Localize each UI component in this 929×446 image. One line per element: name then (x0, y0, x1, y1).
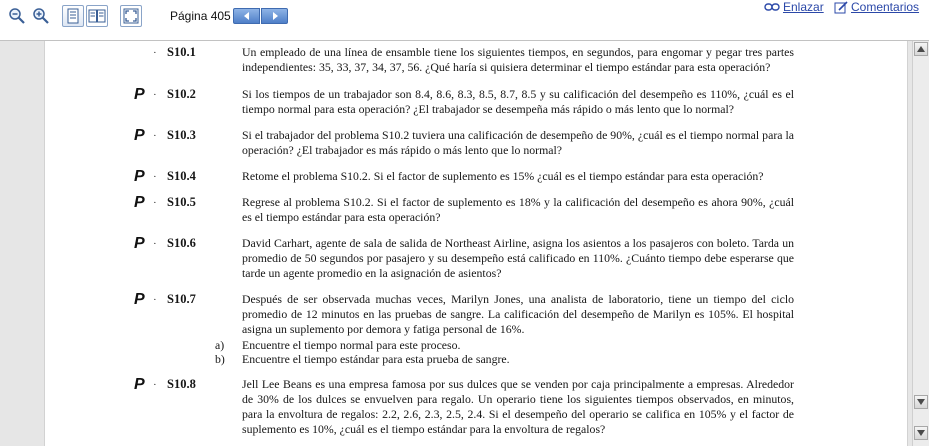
chevron-down-icon (917, 399, 925, 405)
comments-label: Comentarios (851, 0, 920, 14)
sub-item-label: b) (215, 352, 225, 366)
zoom-in-icon (32, 7, 50, 25)
bullet-dot: · (153, 294, 157, 306)
single-page-view-button[interactable] (62, 5, 84, 27)
book-page (44, 41, 908, 446)
problem-number: S10.5 (167, 195, 196, 209)
next-page-button[interactable] (261, 8, 288, 24)
viewer-toolbar (0, 0, 929, 40)
scroll-down-button-2[interactable] (914, 426, 928, 440)
scroll-down-button[interactable] (914, 395, 928, 409)
two-page-icon (88, 8, 106, 24)
bullet-dot: · (153, 238, 157, 250)
zoom-in-button[interactable] (30, 5, 52, 27)
zoom-out-button[interactable] (6, 5, 28, 27)
problem-text: Si el trabajador del problema S10.2 tuviera una calificación de desempeño de 90%, ¿cuál es el tiempo normal para la operación? ¿El trabajador es más rápido o más lento que lo normal? (242, 128, 794, 157)
problem-marker: P (134, 235, 145, 252)
bullet-dot: · (153, 379, 157, 391)
bullet-dot: · (153, 171, 157, 183)
arrow-right-icon (270, 11, 280, 21)
two-page-view-button[interactable] (86, 5, 108, 27)
problem-number: S10.4 (167, 169, 196, 183)
bullet-dot: · (153, 47, 157, 59)
chain-link-icon (764, 2, 780, 12)
chevron-down-icon (917, 430, 925, 436)
sub-item-label: a) (215, 338, 225, 352)
problem-marker: P (134, 291, 145, 308)
problem-marker: P (134, 376, 145, 393)
comments-button[interactable] (834, 0, 919, 14)
problem-number: S10.7 (167, 292, 196, 306)
sub-item-text: Encuentre el tiempo estándar para esta prueba de sangre. (242, 352, 510, 366)
problem-marker: P (134, 194, 145, 211)
link-button[interactable] (764, 0, 824, 14)
problem-text: Regrese al problema S10.2. Si el factor de suplemento es 18% y la calificación del desempeño es ahora 90%, ¿cuál es el tiempo estándar para esta operación? (242, 195, 794, 224)
problem-text: Después de ser observada muchas veces, Marilyn Jones, una analista de laboratorio, tiene un tiempo del ciclo promedio de 12 minutos en las pruebas de sangre. La calificación del desempeño de Marilyn es 105%. El hospital asigna un suplemento por demora y fatiga personal de 16%. (242, 292, 794, 336)
problem-number: S10.6 (167, 236, 196, 250)
chevron-up-icon (917, 46, 925, 52)
problem-number: S10.8 (167, 377, 196, 391)
problem-text: Un empleado de una línea de ensamble tiene los siguientes tiempos, en segundos, para engomar y pegar tres partes independientes: 35, 33, 37, 34, 37, 56. ¿Qué haría si quisiera determinar el tiempo estándar para esta operación? (242, 45, 794, 74)
single-page-icon (66, 8, 80, 24)
problem-marker: P (134, 168, 145, 185)
bullet-dot: · (153, 130, 157, 142)
link-label: Enlazar (783, 0, 824, 14)
bullet-dot: · (153, 197, 157, 209)
bullet-dot: · (153, 89, 157, 101)
page-number-label: Página 405 (170, 9, 231, 23)
edit-comment-icon (834, 1, 848, 14)
problem-text: David Carhart, agente de sala de salida de Northeast Airline, asigna los asientos a los pasajeros con boleto. Tarda un promedio de 50 segundos por pasajero y su desempeño está calificado en 110%. ¿Cuánto tiempo debe esperarse que tarde un agente promedio en la asignación de asientos? (242, 236, 794, 280)
problem-number: S10.1 (167, 45, 196, 59)
problem-text: Retome el problema S10.2. Si el factor de suplemento es 15% ¿cuál es el tiempo estándar para esta operación? (242, 169, 764, 183)
problem-text: Si los tiempos de un trabajador son 8.4, 8.6, 8.3, 8.5, 8.7, 8.5 y su calificación del desempeño es 110%, ¿cuál es el tiempo normal para esta operación? ¿El trabajador se desempeña más rápido o más lento que lo normal? (242, 87, 794, 116)
vertical-scrollbar[interactable] (912, 41, 929, 446)
arrow-left-icon (242, 11, 252, 21)
zoom-out-icon (8, 7, 26, 25)
fullscreen-button[interactable] (120, 5, 142, 27)
problem-number: S10.2 (167, 87, 196, 101)
problem-number: S10.3 (167, 128, 196, 142)
previous-page-button[interactable] (233, 8, 260, 24)
document-viewport (0, 40, 929, 446)
fullscreen-icon (123, 8, 139, 24)
problem-marker: P (134, 127, 145, 144)
scroll-up-button[interactable] (914, 42, 928, 56)
problem-marker: P (134, 86, 145, 103)
problem-text: Jell Lee Beans es una empresa famosa por sus dulces que se venden por caja principalmente a empresas. Alrededor de 30% de los dulces se envuelven para regalo. Un operario tiene los siguientes tiempos observados, en minutos, para la envoltura de regalos: 2.2, 2.6, 2.3, 2.5, 2.4. Si el desempeño del operario se califica en 105% y el factor de suplemento es 10%, ¿cuál es el tiempo estándar para la envoltura de regalos? (242, 377, 794, 436)
sub-item-text: Encuentre el tiempo normal para este proceso. (242, 338, 461, 352)
